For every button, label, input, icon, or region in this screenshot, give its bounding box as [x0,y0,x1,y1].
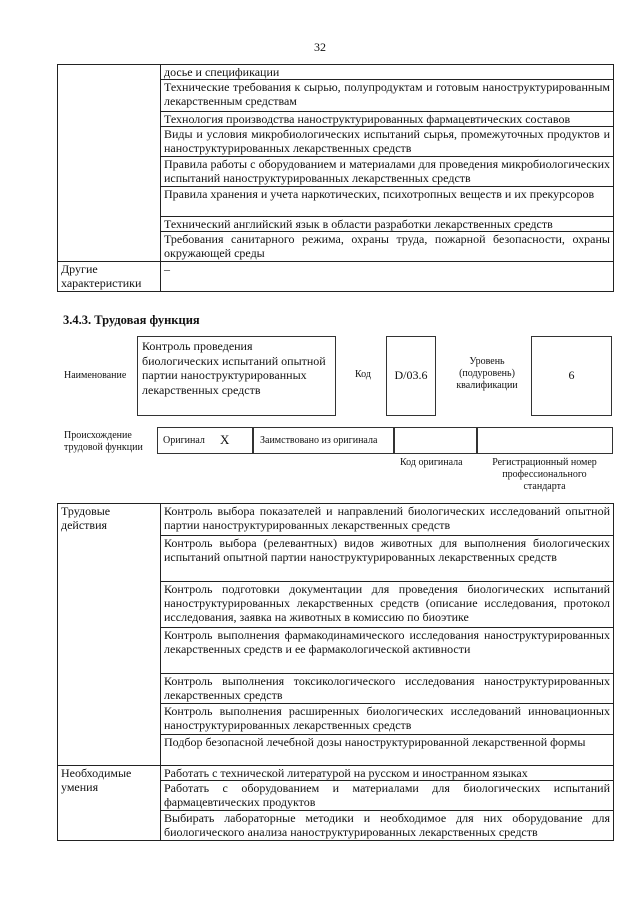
borrowed-text: Заимствовано из оригинала [260,435,378,446]
action-row: Контроль выполнения токсикологического исследования наноструктурированных лекарственных средств [161,674,614,704]
original-mark: X [220,432,230,447]
knowledge-row: Технический английский язык в области разработки лекарственных средств [161,217,614,232]
level-label: Уровень (подуровень) квалификации [456,356,518,391]
action-row: Контроль выбора (релевантных) видов животных для выполнения биологических испытаний опытной партии наноструктурированных лекарственных средств [161,536,614,582]
action-row: Контроль выбора показателей и направлений биологических исследований опытной партии наноструктурированных лекарственных средств [161,504,614,536]
original-code-caption: Код оригинала [400,457,463,468]
action-row: Контроль выполнения расширенных биологических исследований инновационных наноструктурированных лекарственных средств [161,704,614,735]
action-row: Контроль подготовки документации для проведения биологических испытаний наноструктурированных лекарственных средств (описание исследования, протокол исследования, заявка на животных в комиссию по биоэтике [161,582,614,628]
knowledge-row: Технология производства наноструктурированных фармацевтических составов [161,112,614,127]
level-value-box: 6 [531,336,612,416]
knowledge-row: Технические требования к сырью, полупродуктам и готовым наноструктурированным лекарственным средствам [161,80,614,112]
knowledge-row: Правила работы с оборудованием и материалами для проведения микробиологических испытаний наноструктурированных лекарственных средств [161,157,614,187]
action-row: Контроль выполнения фармакодинамического исследования наноструктурированных лекарственных средств и ее фармакологической активности [161,628,614,674]
knowledge-table [57,64,614,292]
function-name-box: Контроль проведения биологических испытаний опытной партии наноструктурированных лекарственных средств [137,336,336,416]
skills-label: Необходимые умения [58,766,161,841]
other-characteristics-value: – [161,262,614,292]
page-number: 32 [314,40,326,54]
name-label: Наименование [64,370,127,381]
other-characteristics-label: Другие характеристики [58,262,161,292]
skill-row: Работать с технической литературой на русском и иностранном языках [161,766,614,781]
knowledge-row: Правила хранения и учета наркотических, психотропных веществ и их прекурсоров [161,187,614,217]
section-heading: 3.4.3. Трудовая функция [63,313,200,327]
reg-number-cell [477,427,613,454]
borrowed-cell [253,427,394,454]
skill-row: Работать с оборудованием и материалами для биологических испытаний фармацевтических продуктов [161,781,614,811]
action-row: Подбор безопасной лечебной дозы наноструктурированной лекарственной формы [161,735,614,766]
actions-table [57,503,614,841]
knowledge-row: досье и спецификации [161,65,614,80]
origin-label: Происхождение трудовой функции [64,430,143,453]
knowledge-row: Требования санитарного режима, охраны труда, пожарной безопасности, охраны окружающей среды [161,232,614,262]
reg-number-caption: Регистрационный номер профессионального стандарта [492,457,597,492]
skill-row: Выбирать лабораторные методики и необходимое для них оборудование для биологического анализа наноструктурированных лекарственных средств [161,811,614,841]
actions-label: Трудовые действия [58,504,161,766]
original-cell [157,427,253,454]
original-code-cell [394,427,477,454]
knowledge-row: Виды и условия микробиологических испытаний сырья, промежуточных продуктов и наноструктурированных лекарственных средств [161,127,614,157]
original-text: Оригинал [163,435,205,446]
code-label: Код [355,369,371,380]
code-value-box: D/03.6 [386,336,436,416]
empty-cell [58,65,161,262]
